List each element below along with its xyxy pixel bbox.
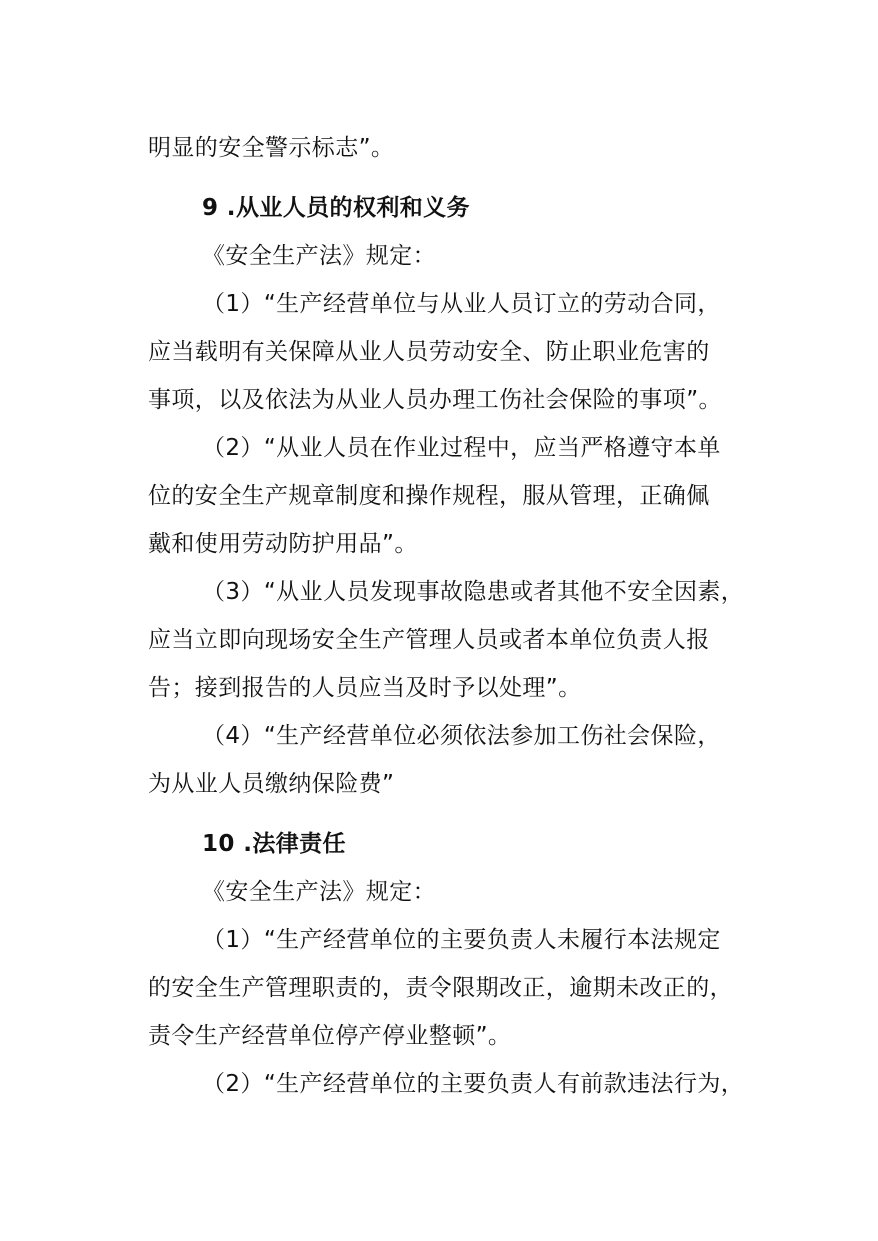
paragraph-line: 位的安全生产规章制度和操作规程，服从管理，正确佩: [148, 483, 710, 509]
paragraph-line: （4）“生产经营单位必须依法参加工伤社会保险，: [202, 723, 721, 749]
paragraph-line: 应当立即向现场安全生产管理人员或者本单位负责人报: [148, 627, 710, 653]
section-heading-9: 9 .从业人员的权利和义务: [202, 195, 470, 221]
paragraph-line: 明显的安全警示标志”。: [148, 135, 395, 161]
paragraph-line: 《安全生产法》规定：: [202, 879, 436, 905]
paragraph-line: 为从业人员缴纳保险费”: [148, 771, 395, 797]
paragraph-line: （3）“从业人员发现事故隐患或者其他不安全因素，: [202, 579, 745, 605]
paragraph-line: 事项，以及依法为从业人员办理工伤社会保险的事项”。: [148, 387, 722, 413]
paragraph-line: 戴和使用劳动防护用品”。: [148, 531, 418, 557]
paragraph-line: 应当载明有关保障从业人员劳动安全、防止职业危害的: [148, 339, 710, 365]
section-heading-10: 10 .法律责任: [202, 831, 346, 857]
paragraph-line: （1）“生产经营单位与从业人员订立的劳动合同，: [202, 291, 721, 317]
paragraph-line: （2）“从业人员在作业过程中，应当严格遵守本单: [202, 435, 721, 461]
paragraph-line: 《安全生产法》规定：: [202, 243, 436, 269]
paragraph-line: 告；接到报告的人员应当及时予以处理”。: [148, 675, 582, 701]
paragraph-line: （1）“生产经营单位的主要负责人未履行本法规定: [202, 927, 721, 953]
paragraph-line: （2）“生产经营单位的主要负责人有前款违法行为，: [202, 1071, 745, 1097]
paragraph-line: 责令生产经营单位停产停业整顿”。: [148, 1023, 512, 1049]
paragraph-line: 的安全生产管理职责的，责令限期改正，逾期未改正的，: [148, 975, 733, 1001]
